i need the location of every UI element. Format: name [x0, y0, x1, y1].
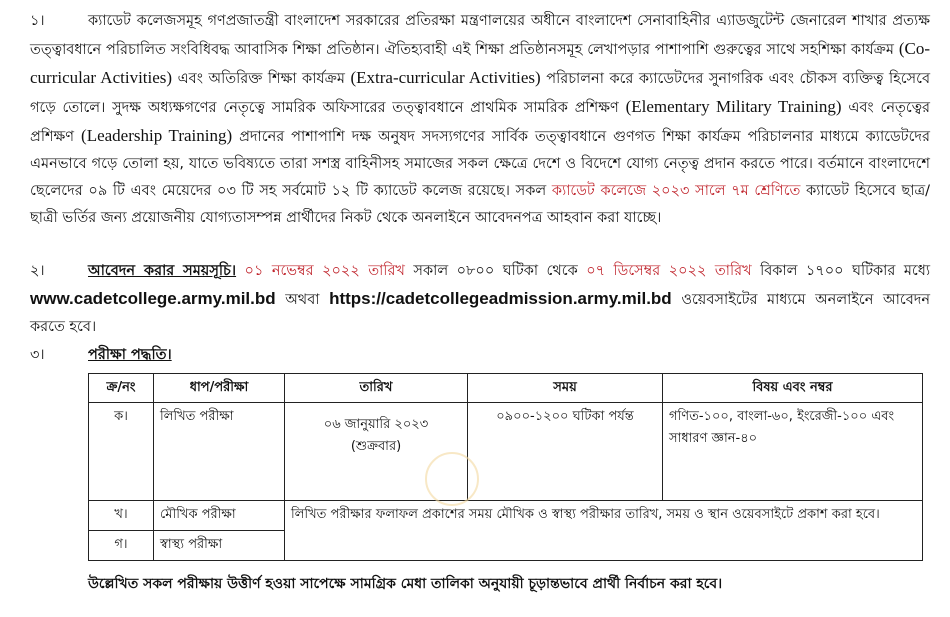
- text: পরিচালনা করে ক্যাডেটদের সুনাগরিক এবং চৌকস ব্যক্তিত্ব হিসেবে গড়ে তোলে। সুদক্ষ অধ্যক্ষগণের নেতৃত্বে সামরিক অফিসারের তত্ত্বাবধানে প্রাথমিক সামরিক প্রশিক্ষণ: [30, 71, 931, 116]
- start-date: ০১ নভেম্বর ২০২২ তারিখ: [244, 263, 405, 279]
- header-time: সময়: [468, 374, 663, 403]
- header-serial: ক্র/নং: [89, 374, 154, 403]
- exam-date: ০৬ জানুয়ারি ২০২৩: [323, 417, 429, 432]
- text: এবং অতিরিক্ত শিক্ষা কার্যক্রম: [177, 71, 345, 87]
- text: ওয়েবসাইটের মাধ্যমে অনলাইনে আবেদন করতে হবে।: [30, 292, 931, 335]
- exam-table: [88, 373, 923, 561]
- website-link-2[interactable]: https://cadetcollegeadmission.army.mil.bd: [329, 289, 672, 308]
- cell-subjects: গণিত-১০০, বাংলা-৬০, ইংরেজী-১০০ এবং সাধারণ জ্ঞান-৪০: [663, 403, 923, 501]
- website-link-1[interactable]: www.cadetcollege.army.mil.bd: [30, 289, 276, 308]
- paragraph-1: [30, 8, 930, 232]
- cell-merged-note: লিখিত পরীক্ষার ফলাফল প্রকাশের সময় মৌখিক ও স্বাস্থ্য পরীক্ষার তারিখ, সময় ও স্থান ওয়েবসাইটে প্রকাশ করা হবে।: [285, 501, 923, 561]
- english-term: (Leadership Training): [81, 126, 233, 145]
- paragraph-number: ২।: [30, 263, 45, 279]
- table-row: [89, 501, 923, 531]
- text: প্রদানের পাশাপাশি দক্ষ অনুষদ সদস্যগণের সার্বিক তত্ত্বাবধানে গুণগত শিক্ষা কার্যক্রম পরিচালনার মাধ্যমে ক্যাডেটদের এমনভাবে গড়ে তোলা হয়, যাতে ভবিষ্যতে তারা সশস্ত্র বাহিনীসহ সমাজের সকল ক্ষেত্রে দেশে ও বিদেশে যোগ্য নেতৃত্ব প্রদান করতে পারে। বর্তমানে বাংলাদেশে ছেলেদের ০৯ টি এবং মেয়েদের ০৩ টি সহ সর্বমোট ১২ টি ক্যাডেট কলেজ রয়েছে। সকল: [30, 129, 930, 199]
- cell-serial: গ।: [89, 531, 154, 561]
- text: এবং নেতৃত্বের প্রশিক্ষণ: [30, 100, 931, 145]
- cell-exam: স্বাস্থ্য পরীক্ষা: [154, 531, 285, 561]
- end-date: ০৭ ডিসেম্বর ২০২২ তারিখ: [586, 263, 752, 279]
- exam-day: (শুক্রবার): [350, 439, 402, 454]
- section-heading: আবেদন করার সময়সূচি।: [88, 263, 237, 279]
- text: ক্যাডেট কলেজসমূহ গণপ্রজাতন্ত্রী বাংলাদেশ সরকারের প্রতিরক্ষা মন্ত্রণালয়ের অধীনে বাংলাদেশ সেনাবাহিনীর এ্যাডজুটেন্ট জেনারেল শাখার প্রত্যক্ষ তত্ত্বাবধানে পরিচালিত সংবিধিবদ্ধ আবাসিক শিক্ষা প্রতিষ্ঠান। ঐতিহ্যবাহী এই শিক্ষা প্রতিষ্ঠানসমূহ লেখাপড়ার পাশাপাশি গুরুত্বের সাথে সহশিক্ষা কার্যক্রম: [30, 13, 930, 58]
- table-row: [89, 403, 923, 501]
- header-subjects: বিষয় এবং নম্বর: [663, 374, 923, 403]
- footer-note: উল্লেখিত সকল পরীক্ষায় উত্তীর্ণ হওয়া সাপেক্ষে সামগ্রিক মেধা তালিকা অনুযায়ী চূড়ান্তভাবে প্রার্থী নির্বাচন করা হবে।: [88, 576, 723, 592]
- cell-exam: মৌখিক পরীক্ষা: [154, 501, 285, 531]
- watermark-seal: [425, 452, 479, 506]
- cell-time: ০৯০০-১২০০ ঘটিকা পর্যন্ত: [468, 403, 663, 501]
- table-header-row: [89, 374, 923, 403]
- header-date: তারিখ: [285, 374, 468, 403]
- header-exam: ধাপ/পরীক্ষা: [154, 374, 285, 403]
- highlight-text: ক্যাডেট কলেজে ২০২৩ সালে ৭ম শ্রেণিতে: [551, 183, 801, 199]
- paragraph-number: ৩।: [30, 347, 45, 363]
- paragraph-number: ১।: [30, 13, 45, 29]
- section-heading: পরীক্ষা পদ্ধতি।: [88, 347, 172, 363]
- cell-serial: ক।: [89, 403, 154, 501]
- text: বিকাল ১৭০০ ঘটিকার মধ্যে: [760, 263, 931, 279]
- english-term: (Elementary Military Training): [625, 97, 842, 116]
- text: ক্যাডেট হিসেবে ছাত্র/ছাত্রী ভর্তির জন্য প্রয়োজনীয় যোগ্যতাসম্পন্ন প্রার্থীদের নিকট থেকে অনলাইনে আবেদনপত্র আহবান করা যাচ্ছে।: [30, 183, 931, 226]
- cell-exam: লিখিত পরীক্ষা: [154, 403, 285, 501]
- paragraph-3: [30, 342, 930, 369]
- cell-serial: খ।: [89, 501, 154, 531]
- text: অথবা: [285, 292, 320, 308]
- english-term: (Co-curricular Activities): [30, 39, 931, 87]
- paragraph-2: [30, 258, 930, 341]
- english-term: (Extra-curricular Activities): [350, 68, 541, 87]
- text: সকাল ০৮০০ ঘটিকা থেকে: [413, 263, 578, 279]
